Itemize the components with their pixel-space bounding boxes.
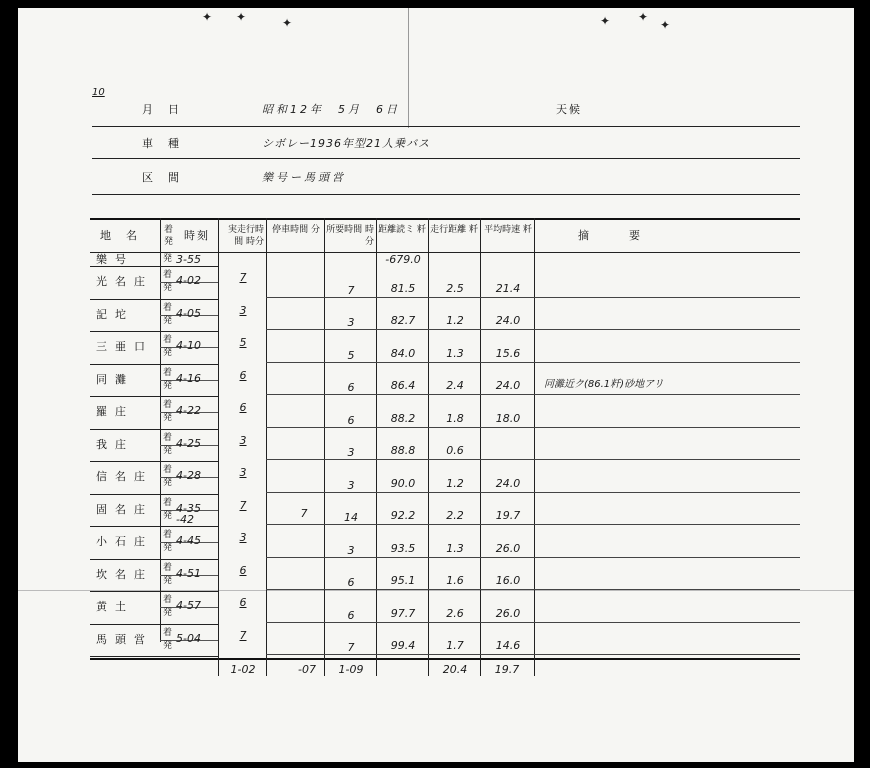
segment-distance: 2.5 — [446, 281, 464, 295]
odometer-reading: 88.2 — [390, 411, 416, 425]
segment-rule — [266, 329, 800, 330]
average-speed: 24.0 — [495, 379, 521, 392]
col-header-stop-time: 停車時間 分 — [272, 225, 320, 235]
average-speed: 14.6 — [495, 639, 521, 652]
segment-rule — [266, 654, 800, 655]
total-required-time: 1-09 — [338, 663, 364, 676]
segment-distance: 1.3 — [446, 346, 464, 360]
arrival-departure-mark: 着発 — [163, 302, 173, 326]
time-value: 4-35 -42 — [176, 501, 201, 526]
mark-icon: ✦ — [638, 10, 649, 24]
run-time: 3 — [239, 433, 247, 447]
arrival-departure-mark: 着発 — [163, 432, 173, 456]
row-rule — [90, 591, 218, 592]
odometer-reading: 97.7 — [390, 606, 416, 620]
required-time: 7 — [347, 283, 355, 297]
run-time: 3 — [239, 303, 247, 317]
average-speed: 18.0 — [495, 411, 521, 425]
average-speed: 26.0 — [495, 606, 521, 620]
mark-icon: ✦ — [282, 16, 293, 30]
average-speed: 19.7 — [495, 509, 521, 522]
row-rule — [90, 656, 218, 657]
odometer-reading: 81.5 — [390, 281, 416, 295]
col-divider — [324, 218, 325, 676]
sheet-number: 10 — [92, 87, 105, 98]
time-value: 4-57 — [176, 599, 201, 613]
segment-distance: 1.2 — [446, 314, 464, 327]
average-speed: 15.6 — [495, 346, 521, 360]
header-rule — [92, 194, 800, 195]
time-value: 3-55 — [176, 253, 201, 266]
fold-line — [408, 8, 409, 128]
place-name: 同灘 — [96, 372, 134, 386]
date-value: 昭和12年 5月 6日 — [262, 103, 400, 116]
average-speed: 26.0 — [495, 541, 521, 555]
arrival-departure-mark: 着発 — [163, 627, 173, 651]
arrival-departure-mark: 着発 — [163, 497, 173, 521]
row-rule — [90, 559, 218, 560]
col-header-required-time: 所要時間 時分 — [326, 225, 374, 247]
required-time: 7 — [347, 641, 355, 654]
row-rule — [90, 266, 218, 267]
time-value: 4-10 — [176, 339, 201, 353]
place-name: 記坨 — [96, 307, 134, 321]
segment-distance: 1.7 — [446, 639, 464, 652]
header-rule — [92, 126, 800, 127]
place-name: 樂号 — [96, 253, 134, 266]
odometer-reading: 99.4 — [390, 639, 416, 652]
required-time: 5 — [347, 348, 355, 362]
arrival-departure-mark: 着発 — [163, 400, 173, 423]
time-value: 4-02 — [176, 274, 201, 288]
date-label: 月 日 — [142, 103, 181, 116]
col-divider — [428, 218, 429, 676]
required-time: 3 — [347, 478, 355, 492]
row-rule — [90, 429, 218, 430]
place-name: 坎名庄 — [96, 567, 153, 581]
required-time: 6 — [347, 413, 355, 427]
segment-distance: 0.6 — [446, 444, 464, 457]
route-value: 樂号ー馬頭営 — [262, 171, 346, 184]
col-header-place: 地 名 — [100, 229, 139, 242]
col-divider — [266, 218, 267, 676]
run-time: 3 — [239, 531, 247, 545]
vehicle-label: 車 種 — [142, 137, 181, 150]
run-time: 5 — [239, 336, 247, 350]
arrival-departure-mark: 着発 — [163, 530, 173, 553]
odometer-reading: 88.8 — [390, 444, 416, 457]
odometer-reading: 84.0 — [390, 346, 416, 360]
time-value: 4-51 — [176, 566, 201, 580]
col-header-avg-speed: 平均時速 粁 — [484, 225, 532, 235]
odometer-reading: 90.0 — [390, 476, 416, 490]
segment-distance: 2.4 — [446, 379, 464, 392]
run-time: 3 — [239, 466, 247, 480]
odometer-reading: 82.7 — [390, 314, 416, 327]
segment-distance: 1.2 — [446, 476, 464, 490]
time-value: 5-04 — [176, 631, 201, 645]
time-value: 4-16 — [176, 371, 201, 385]
odometer-reading: 86.4 — [390, 379, 416, 392]
col-header-odometer: 距離読ミ 粁 — [378, 225, 426, 235]
required-time: 3 — [347, 543, 355, 557]
table-bottom-rule — [90, 658, 800, 660]
arrival-departure-mark: 着発 — [163, 335, 173, 358]
segment-distance: 2.6 — [446, 606, 464, 620]
segment-rule — [266, 459, 800, 460]
segment-rule — [266, 524, 800, 525]
row-rule — [90, 299, 218, 300]
segment-rule — [266, 297, 800, 298]
segment-distance: 2.2 — [446, 509, 464, 522]
col-divider — [480, 218, 481, 676]
arrival-departure-mark: 発 — [163, 254, 173, 264]
required-time: 6 — [347, 576, 355, 589]
run-time: 6 — [239, 368, 247, 382]
place-name: 三亜口 — [96, 340, 153, 354]
required-time: 6 — [347, 608, 355, 622]
total-run-time: 1-02 — [230, 663, 256, 676]
place-name: 信名庄 — [96, 470, 153, 484]
segment-rule — [266, 589, 800, 590]
arrival-departure-mark: 着発 — [163, 465, 173, 488]
mark-icon: ✦ — [660, 18, 671, 32]
segment-rule — [266, 622, 800, 623]
col-header-time: 時刻 — [184, 229, 210, 242]
mark-icon: ✦ — [236, 10, 247, 24]
time-value: 4-28 — [176, 469, 201, 483]
run-time: 6 — [239, 563, 247, 577]
row-rule — [90, 331, 218, 332]
vehicle-value: シボレー1936年型21人乗バス — [262, 137, 430, 150]
total-distance: 20.4 — [442, 663, 468, 676]
place-name: 馬頭営 — [96, 632, 153, 646]
col-header-distance: 走行距離 粁 — [430, 225, 478, 235]
col-divider — [534, 218, 535, 676]
row-rule — [90, 494, 218, 495]
arrival-departure-mark: 着発 — [163, 562, 173, 586]
remark: 同灘近ク(86.1粁)砂地アリ — [544, 379, 664, 390]
odometer-reading: -679.0 — [385, 253, 421, 266]
total-stop-time: -07 — [298, 663, 316, 676]
segment-rule — [266, 394, 800, 395]
odometer-reading: 95.1 — [390, 574, 416, 587]
time-value: 4-45 — [176, 534, 201, 548]
segment-rule — [266, 557, 800, 558]
stop-time: 7 — [300, 507, 308, 520]
odometer-reading: 93.5 — [390, 541, 416, 555]
weather-label: 天候 — [556, 103, 582, 116]
segment-distance: 1.8 — [446, 411, 464, 425]
required-time: 3 — [347, 316, 355, 329]
odometer-reading: 92.2 — [390, 509, 416, 522]
route-label: 区 間 — [142, 171, 181, 184]
required-time: 3 — [347, 446, 355, 459]
place-name: 我庄 — [96, 437, 134, 451]
mark-icon: ✦ — [600, 14, 611, 28]
col-divider — [376, 218, 377, 676]
run-time: 6 — [239, 401, 247, 415]
average-speed: 24.0 — [495, 476, 521, 490]
col-divider — [218, 218, 219, 676]
segment-rule — [266, 492, 800, 493]
arrival-departure-mark: 着発 — [163, 595, 173, 618]
col-header-run-time: 実走行時間 時分 — [227, 225, 264, 247]
total-avg-speed: 19.7 — [494, 663, 520, 676]
segment-rule — [266, 427, 800, 428]
time-value: 4-25 — [176, 436, 201, 450]
average-speed: 24.0 — [495, 314, 521, 327]
row-rule — [90, 461, 218, 462]
average-speed: 21.4 — [495, 281, 521, 295]
row-rule — [90, 526, 218, 527]
run-time: 7 — [239, 271, 247, 285]
place-name: 羅庄 — [96, 405, 134, 419]
place-name: 黄土 — [96, 600, 134, 614]
segment-distance: 1.6 — [446, 574, 464, 587]
table-top-rule — [90, 218, 800, 220]
col-header-remarks: 摘 要 — [578, 229, 646, 242]
time-value: 4-05 — [176, 306, 201, 320]
run-time: 7 — [239, 498, 247, 512]
header-rule — [92, 158, 800, 159]
run-time: 6 — [239, 596, 247, 610]
place-name: 固名庄 — [96, 502, 153, 516]
col-header-arrdep: 着発 — [164, 225, 174, 247]
row-rule — [90, 364, 218, 365]
required-time: 6 — [347, 381, 355, 394]
arrival-departure-mark: 着発 — [163, 367, 173, 391]
required-time: 14 — [344, 511, 358, 524]
place-name: 小石庄 — [96, 535, 153, 549]
time-value: 4-22 — [176, 404, 201, 418]
segment-rule — [266, 362, 800, 363]
mark-icon: ✦ — [202, 10, 213, 24]
row-rule — [90, 396, 218, 397]
segment-distance: 1.3 — [446, 541, 464, 555]
arrival-departure-mark: 着発 — [163, 270, 173, 293]
place-name: 光名庄 — [96, 275, 153, 289]
run-time: 7 — [239, 628, 247, 642]
row-rule — [90, 624, 218, 625]
average-speed: 16.0 — [495, 574, 521, 587]
